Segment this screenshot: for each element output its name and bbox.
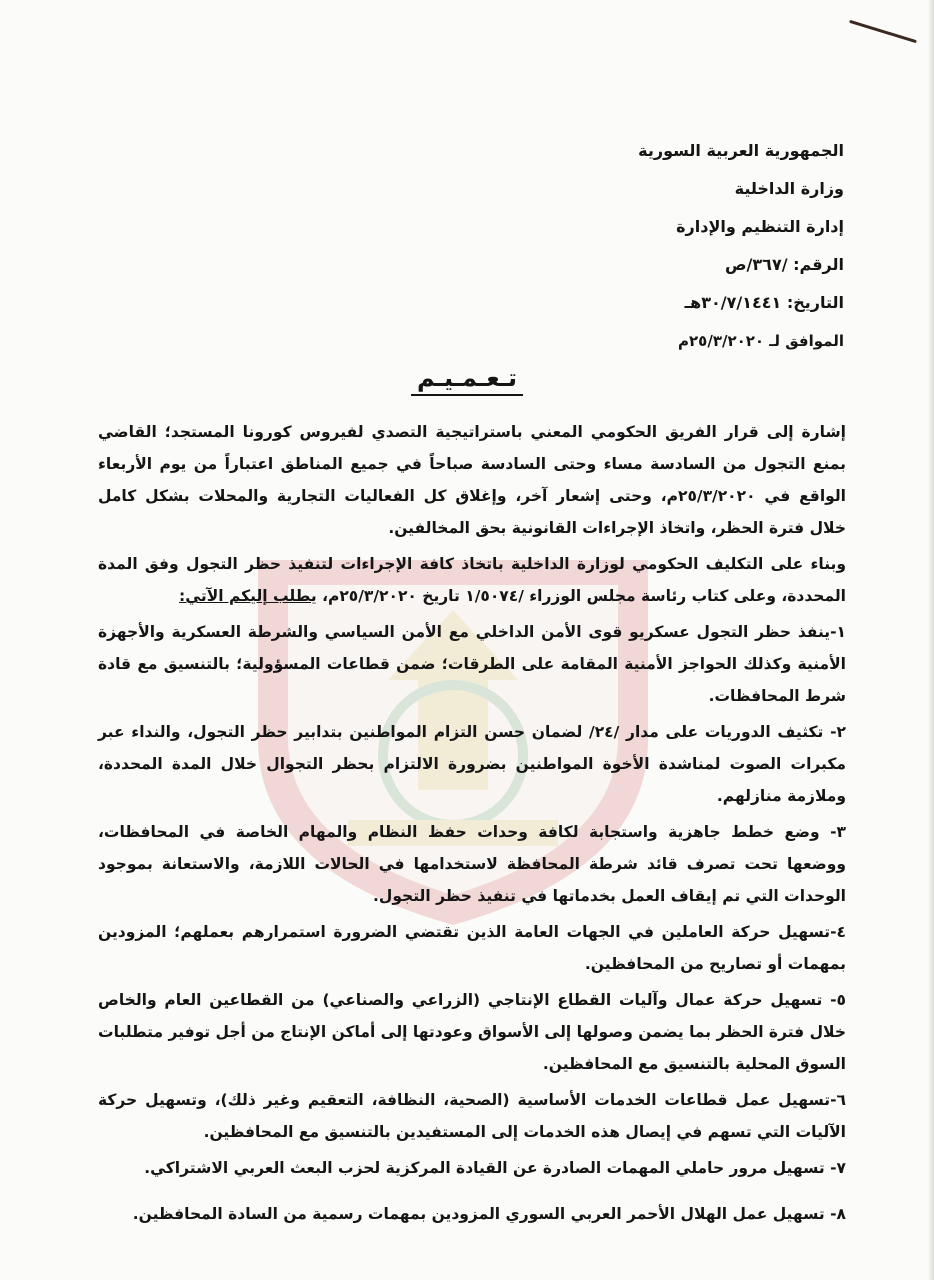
directive-text: - تكثيف الدوريات على مدار /٢٤/ لضمان حسن التزام المواطنين بتدابير حظر التجول، والنداء عبر مكبرات الصوت لمناشدة الأخوة المواطنين بضرورة الالتزام بحظر التجوال خلال المدة المحددة، وملازمة منازلهم. — [98, 723, 846, 805]
directive-number: ٧ — [836, 1159, 846, 1177]
directive-number: ٦ — [836, 1091, 846, 1109]
directive-text: - تسهيل عمل الهلال الأحمر العربي السوري المزودين بمهمات رسمية من السادة المحافظين. — [132, 1205, 837, 1223]
ministry-name: وزارة الداخلية — [734, 179, 844, 198]
document-title — [0, 364, 934, 396]
reference-value: /٣٦٧/ص — [725, 255, 788, 274]
gregorian-date: الموافق لـ ٢٥/٣/٢٠٢٠م — [678, 332, 844, 350]
directive-item-5 — [98, 984, 846, 1080]
directive-text: - وضع خطط جاهزية واستجابة لكافة وحدات حفظ النظام والمهام الخاصة في المحافظات، ووضعها تحت تصرف قائد شرطة المحافظة لاستخدامها في الحالات اللازمة، والاستعانة بموجود الوحدات التي تم إيقاف العمل بخدماتها في تنفيذ حظر التجول. — [98, 823, 846, 905]
intro-paragraph-1: إشارة إلى قرار الفريق الحكومي المعني باستراتيجية التصدي لفيروس كورونا المستجد؛ القاضي بمنع التجول من السادسة مساء وحتى السادسة صباحاً في جميع المناطق اعتباراً من يوم الأربعاء الواقع في ٢٥/٣/٢٠٢٠م، وحتى إشعار آخر، وإغلاق كل الفعاليات التجارية والمحلات بشكل كامل خلال فترة الحظر، واتخاذ الإجراءات القانونية بحق المخالفين. — [98, 423, 846, 537]
directive-item-7 — [98, 1152, 846, 1184]
intro-paragraph-2-text: وبناء على التكليف الحكومي لوزارة الداخلية باتخاذ كافة الإجراءات لتنفيذ حظر التجول وفق المدة المحددة، وعلى كتاب رئاسة مجلس الوزراء /١/٥٠٧٤ تاريخ ٢٥/٣/٢٠٢٠م، — [98, 555, 846, 605]
directive-text: -تسهيل عمل قطاعات الخدمات الأساسية (الصحية، النظافة، التعقيم وغير ذلك)، وتسهيل حركة الآليات التي تسهم في إيصال هذه الخدمات إلى المستفيدين بالتنسيق مع المحافظين. — [98, 1091, 846, 1141]
date-value: ٣٠/٧/١٤٤١هـ — [684, 293, 782, 312]
scan-edge-shadow — [928, 0, 934, 1280]
circular-body — [98, 416, 846, 1234]
pen-stroke-mark — [849, 20, 917, 43]
directive-item-4 — [98, 916, 846, 980]
directive-text: - تسهيل حركة عمال وآليات القطاع الإنتاجي (الزراعي والصناعي) من القطاعين العام والخاص خلال فترة الحظر بما يضمن وصولها إلى الأسواق وعودتها إلى أماكن الإنتاج من أجل توفير متطلبات السوق المحلية بالتنسيق مع المحافظين. — [98, 991, 846, 1073]
date-label: التاريخ: — [786, 293, 844, 312]
directive-number: ٨ — [836, 1205, 846, 1223]
department-name: إدارة التنظيم والإدارة — [676, 217, 844, 236]
directive-number: ١ — [836, 623, 846, 641]
intro-paragraph-2 — [98, 548, 846, 612]
directive-number: ٣ — [836, 823, 846, 841]
reference-number — [424, 246, 844, 284]
document-title-text: تـعـمـيـم — [411, 364, 523, 396]
republic-name: الجمهورية العربية السورية — [638, 141, 844, 160]
hijri-date — [424, 284, 844, 322]
request-text: يطلب إليكم الآتي: — [179, 587, 317, 605]
directive-item-8 — [98, 1198, 846, 1230]
directive-item-3 — [98, 816, 846, 912]
directive-item-1 — [98, 616, 846, 712]
directive-number: ٤ — [836, 923, 846, 941]
directive-text: -ينفذ حظر التجول عسكريو قوى الأمن الداخلي مع الأمن السياسي والشرطة العسكرية والأجهزة الأمنية وكذلك الحواجز الأمنية المقامة على الطرقات؛ ضمن قطاعات المسؤولية؛ بالتنسيق مع قادة شرط المحافظات. — [98, 623, 846, 705]
directive-text: -تسهيل حركة العاملين في الجهات العامة الذين تقتضي الضرورة استمرارهم بعملهم؛ المزودين بمهمات أو تصاريح من المحافظين. — [98, 923, 846, 973]
directive-item-6 — [98, 1084, 846, 1148]
directive-text: - تسهيل مرور حاملي المهمات الصادرة عن القيادة المركزية لحزب البعث العربي الاشتراكي. — [144, 1159, 837, 1177]
directive-number: ٢ — [836, 723, 846, 741]
reference-label: الرقم: — [793, 255, 844, 274]
directive-item-2 — [98, 716, 846, 812]
letterhead — [424, 132, 844, 360]
directive-number: ٥ — [836, 991, 846, 1009]
